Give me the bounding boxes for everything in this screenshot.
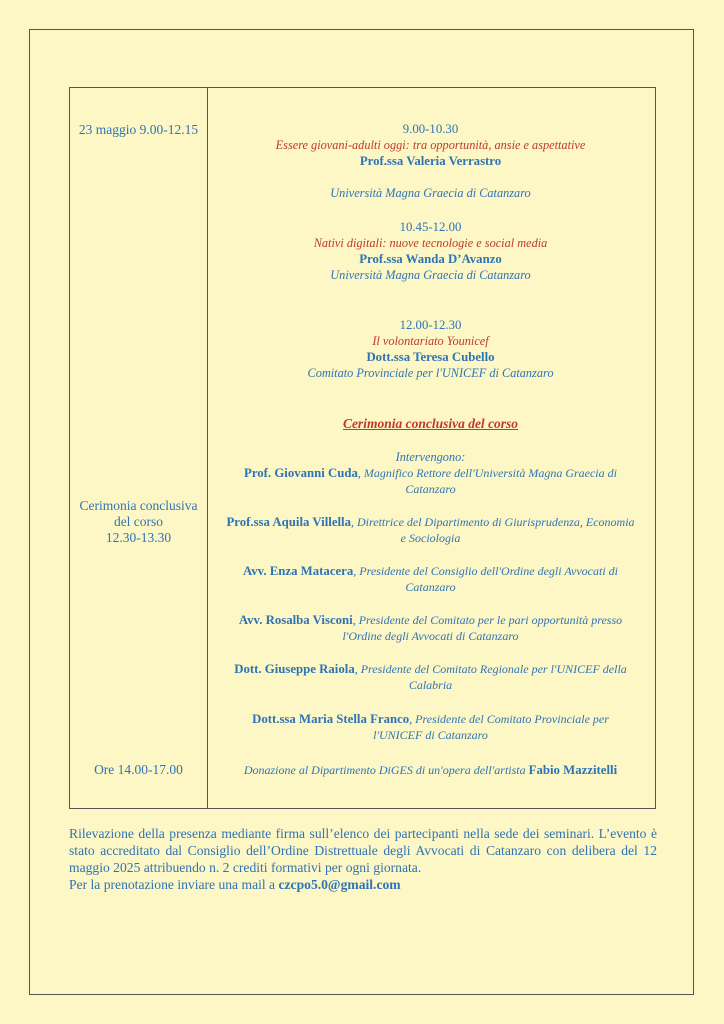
- session-time: 12.00-12.30: [399, 318, 462, 332]
- ceremony-speaker-4: [214, 612, 647, 644]
- speaker-name: Avv. Enza Matacera: [242, 564, 354, 578]
- session-topic: Nativi digitali: nuove tecnologie e social media: [313, 236, 548, 250]
- speaker-name: Dott. Giuseppe Raiola: [234, 662, 355, 676]
- session-time: 10.45-12.00: [399, 220, 462, 234]
- donation-text: Donazione al Dipartimento DiGES di un'opera dell'artista: [243, 763, 529, 777]
- speaker-name: Avv. Rosalba Visconi: [238, 613, 353, 627]
- session-time: 9.00-10.30: [402, 122, 459, 136]
- donation-artist: Fabio Mazzitelli: [528, 763, 618, 777]
- speaker-role-cont: Catanzaro: [405, 580, 456, 594]
- booking-text: Per la prenotazione inviare una mail a: [69, 877, 279, 892]
- attendance-note: Rilevazione della presenza mediante firma sull’elenco dei partecipanti nella sede dei seminari. L’evento è stato accreditato dal Consiglio dell’Ordine Distrettuale degli Avvocati di Catanzaro con delibera del 12 maggio 2025 attribuendo n. 2 crediti formativi per ogni giornata.: [69, 826, 657, 875]
- speaker-role: , Presidente del Consiglio dell'Ordine degli Avvocati di: [353, 564, 619, 578]
- program-column: [208, 88, 655, 808]
- session-topic: Il volontariato Younicef: [372, 334, 489, 348]
- speaker-role-cont: e Sociologia: [400, 531, 461, 545]
- session-affiliation: Comitato Provinciale per l'UNICEF di Catanzaro: [307, 366, 554, 380]
- ceremony-intro-block: [214, 449, 647, 465]
- ceremony-title: [214, 416, 647, 432]
- schedule-table: [69, 87, 656, 809]
- afternoon-slot: Ore 14.00-17.00: [94, 762, 183, 777]
- session-3: [214, 317, 647, 381]
- booking-email[interactable]: czcpo5.0@gmail.com: [278, 877, 401, 892]
- speaker-role: , Presidente del Comitato Provinciale per: [409, 712, 609, 726]
- ceremony-slot-line1: Cerimonia conclusiva: [79, 498, 198, 513]
- speaker-role-cont: Calabria: [408, 678, 453, 692]
- session-2: [214, 219, 647, 283]
- date-slot: 23 maggio 9.00-12.15: [78, 122, 199, 137]
- ceremony-speaker-6: [214, 711, 647, 743]
- session-affiliation: Università Magna Graecia di Catanzaro: [330, 268, 531, 282]
- speaker-role-cont: Catanzaro: [405, 482, 456, 496]
- ceremony-speaker-1: [214, 465, 647, 497]
- donation: [214, 762, 647, 778]
- speaker-name: Dott.ssa Maria Stella Franco: [252, 712, 410, 726]
- speaker-role-cont: l'UNICEF di Catanzaro: [373, 728, 488, 742]
- session-speaker: Prof.ssa Wanda D’Avanzo: [359, 252, 502, 266]
- ceremony-intro: Intervengono:: [395, 450, 466, 464]
- ceremony-slot: [70, 498, 207, 546]
- session-1: [214, 121, 647, 201]
- ceremony-slot-line2: del corso: [113, 514, 164, 529]
- session-speaker: Dott.ssa Teresa Cubello: [366, 350, 495, 364]
- session-topic: Essere giovani-adulti oggi: tra opportunità, ansie e aspettative: [275, 138, 586, 152]
- speaker-role: , Presidente del Comitato Regionale per l'UNICEF della: [354, 662, 627, 676]
- ceremony-speaker-3: [214, 563, 647, 595]
- session-affiliation: Università Magna Graecia di Catanzaro: [330, 186, 531, 200]
- booking-note: [69, 876, 657, 893]
- speaker-name: Prof. Giovanni Cuda: [244, 466, 358, 480]
- speaker-name: Prof.ssa Aquila Villella: [226, 515, 352, 529]
- ceremony-speaker-5: [214, 661, 647, 693]
- notes-section: [69, 825, 657, 893]
- ceremony-slot-line3: 12.30-13.30: [105, 530, 172, 545]
- ceremony-title-text: Cerimonia conclusiva del corso: [342, 416, 519, 431]
- speaker-role-cont: l'Ordine degli Avvocati di Catanzaro: [342, 629, 519, 643]
- speaker-role: , Magnifico Rettore dell'Università Magna Graecia di: [357, 466, 617, 480]
- speaker-role: , Presidente del Comitato per le pari opportunità presso: [352, 613, 623, 627]
- speaker-role: , Direttrice del Dipartimento di Giurisprudenza, Economia: [351, 515, 635, 529]
- session-speaker: Prof.ssa Valeria Verrastro: [359, 154, 502, 168]
- ceremony-speaker-2: [214, 514, 647, 546]
